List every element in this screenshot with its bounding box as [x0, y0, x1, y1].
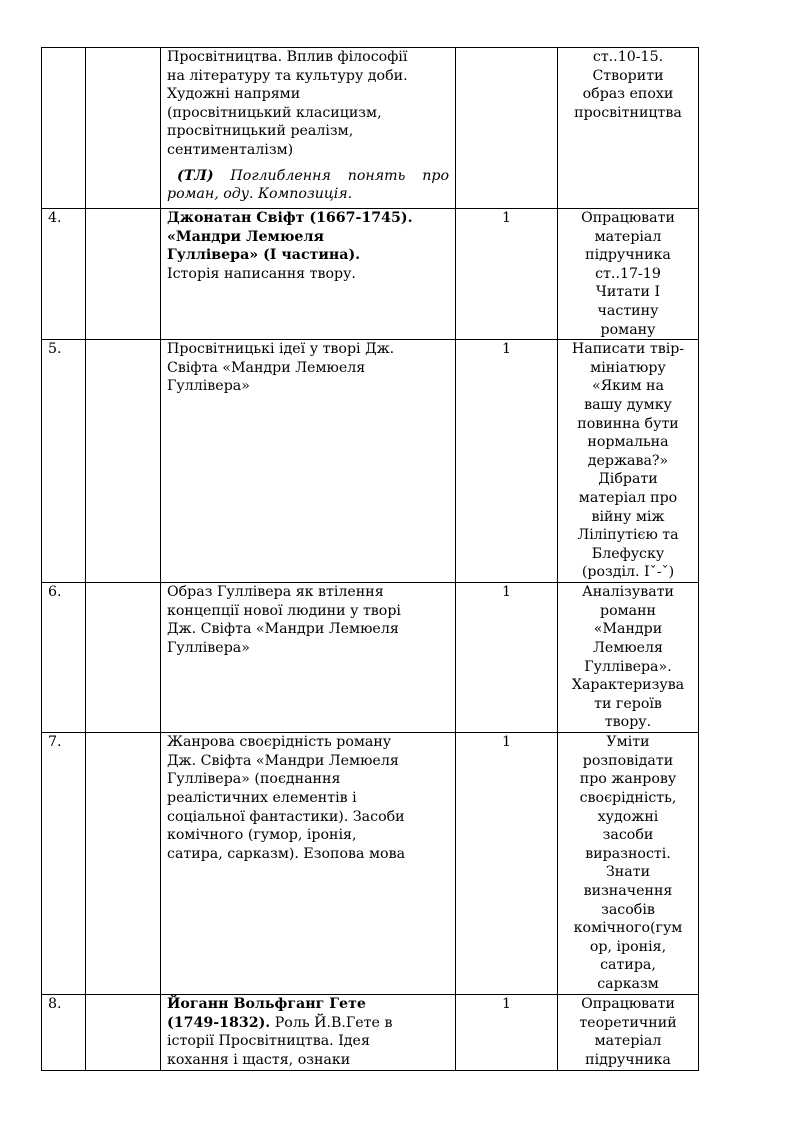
homework-line: сарказм	[597, 975, 659, 992]
topic-line: Дж. Свіфта «Мандри Лемюеля	[167, 752, 399, 769]
topic-cell	[161, 209, 456, 340]
homework-cell	[558, 209, 699, 340]
homework-line: образ епохи	[582, 86, 674, 103]
topic-line: Свіфта «Мандри Лемюеля	[167, 359, 366, 376]
topic-line: сентименталізм)	[167, 141, 294, 158]
author-title-line: Йоганн Вольфганг Гете	[167, 996, 366, 1013]
blank-cell	[86, 48, 161, 209]
homework-line: своєрідність,	[579, 789, 677, 806]
topic-line: Образ Гуллівера як втілення	[167, 584, 384, 601]
topic-line: Дж. Свіфта «Мандри Лемюеля	[167, 621, 399, 638]
theory-note-text: Поглиблення понять про	[213, 167, 449, 184]
homework-line: комічного(гум	[573, 920, 683, 937]
homework-line: Дібрати	[598, 471, 658, 488]
homework-line: повинна бути	[577, 415, 679, 432]
homework-line: «Мандри	[593, 621, 663, 638]
homework-line: Аналізувати	[581, 584, 675, 601]
homework-line: про жанрову	[579, 771, 677, 788]
topic-line: історії Просвітництва. Ідея	[167, 1033, 370, 1050]
homework-line: Знати	[605, 864, 651, 881]
homework-line: засоби	[602, 827, 654, 844]
homework-line: розповідати	[582, 752, 674, 769]
homework-line: Написати твір-	[571, 341, 685, 358]
table-row	[42, 583, 699, 733]
row-number-cell: 4.	[42, 209, 86, 340]
homework-line: «Яким на	[592, 378, 664, 395]
homework-line: роману	[600, 321, 656, 338]
homework-line: визначення	[583, 882, 673, 899]
homework-cell	[558, 48, 699, 209]
homework-cell	[558, 733, 699, 995]
topic-line: просвітницький реалізм,	[167, 123, 354, 140]
homework-line: війну між	[591, 508, 665, 525]
homework-line: частину	[597, 302, 659, 319]
homework-line: просвітництва	[574, 104, 682, 121]
homework-line: твору.	[604, 714, 652, 731]
homework-line: Створити	[592, 67, 664, 84]
hours-cell: 1	[456, 583, 558, 733]
author-title-line: «Мандри Лемюеля	[167, 228, 324, 245]
table-row	[42, 995, 699, 1071]
topic-line: концепції нової людини у творі	[167, 602, 401, 619]
topic-line: кохання і щастя, ознаки	[167, 1051, 351, 1068]
homework-line: підручника	[585, 247, 671, 264]
hours-cell: 1	[456, 995, 558, 1071]
blank-cell	[86, 583, 161, 733]
topic-cell	[161, 340, 456, 583]
homework-line: підручника	[585, 1051, 671, 1068]
homework-line: романн	[599, 602, 657, 619]
homework-line: Блефуску	[591, 545, 665, 562]
blank-cell	[86, 733, 161, 995]
homework-cell	[558, 995, 699, 1071]
homework-line: ст..10-15.	[592, 49, 664, 65]
table-row	[42, 209, 699, 340]
homework-line: Читати І	[595, 284, 661, 301]
blank-cell	[86, 995, 161, 1071]
topic-text: Роль Й.В.Гете в	[270, 1014, 393, 1031]
homework-cell	[558, 340, 699, 583]
homework-line: матеріал	[594, 1033, 662, 1050]
row-number-cell: 5.	[42, 340, 86, 583]
topic-cell	[161, 995, 456, 1071]
homework-cell	[558, 583, 699, 733]
homework-line: сатира,	[600, 957, 656, 974]
topic-cell	[161, 583, 456, 733]
topic-line: Художні напрями	[167, 86, 301, 103]
author-title-line: Гуллівера» (І частина).	[167, 247, 361, 264]
homework-line: Гуллівера».	[584, 658, 672, 675]
topic-line: Гуллівера» (поєднання	[167, 771, 341, 788]
theory-note-continued: роман, оду. Композиція.	[167, 186, 353, 203]
topic-cell	[161, 733, 456, 995]
homework-line: Ліліпутією та	[577, 527, 679, 544]
homework-line: держава?»	[587, 452, 669, 469]
topic-cell	[161, 48, 456, 209]
homework-line: ст..17-19	[595, 265, 661, 282]
topic-line: сатира, сарказм). Езопова мова	[167, 845, 406, 862]
homework-line: ти героїв	[594, 695, 662, 712]
lesson-plan-table	[41, 47, 699, 1071]
homework-line: ор, іронія,	[589, 938, 667, 955]
topic-line: комічного (гумор, іронія,	[167, 827, 357, 844]
homework-line: нормальна	[587, 434, 669, 451]
row-number-cell: 8.	[42, 995, 86, 1071]
homework-line: Лемюеля	[593, 639, 663, 656]
topic-line: Просвітництва. Вплив філософії	[167, 49, 408, 65]
homework-line: Характеризува	[571, 677, 685, 694]
author-dates: (1749-1832).	[167, 1014, 271, 1031]
topic-line: соціальної фантастики). Засоби	[167, 808, 405, 825]
hours-cell: 1	[456, 209, 558, 340]
table-row	[42, 48, 699, 209]
hours-cell: 1	[456, 340, 558, 583]
homework-line: Опрацювати	[581, 996, 675, 1013]
homework-line: засобів	[601, 901, 655, 918]
hours-cell	[456, 48, 558, 209]
row-number-cell	[42, 48, 86, 209]
table-row	[42, 733, 699, 995]
homework-line: художні	[597, 808, 659, 825]
homework-line: матеріал про	[578, 489, 678, 506]
homework-line: теоретичний	[579, 1014, 677, 1031]
homework-line: мініатюру	[590, 359, 666, 376]
hours-cell: 1	[456, 733, 558, 995]
topic-line: реалістичних елементів і	[167, 789, 357, 806]
topic-line: Просвітницькі ідеї у творі Дж.	[167, 341, 395, 358]
blank-cell	[86, 340, 161, 583]
topic-line: Жанрова своєрідність роману	[167, 734, 392, 751]
blank-cell	[86, 209, 161, 340]
topic-line: Гуллівера»	[167, 639, 250, 656]
homework-line: Уміти	[606, 734, 650, 751]
homework-line: виразності.	[585, 845, 671, 862]
topic-line: на літературу та культуру доби.	[167, 67, 408, 84]
homework-line: (розділ. Іˇ-ˇ)	[581, 564, 675, 581]
topic-line: (просвітницький класицизм,	[167, 104, 382, 121]
topic-line: Гуллівера»	[167, 378, 250, 395]
theory-note-label: (ТЛ)	[177, 167, 214, 184]
row-number-cell: 6.	[42, 583, 86, 733]
row-number-cell: 7.	[42, 733, 86, 995]
table-row	[42, 340, 699, 583]
topic-line: Історія написання твору.	[167, 265, 356, 282]
author-title-line: Джонатан Свіфт (1667-1745).	[167, 210, 413, 226]
theory-note	[167, 167, 449, 186]
homework-line: Опрацювати	[581, 210, 675, 226]
homework-line: матеріал	[594, 228, 662, 245]
homework-line: вашу думку	[584, 396, 672, 413]
